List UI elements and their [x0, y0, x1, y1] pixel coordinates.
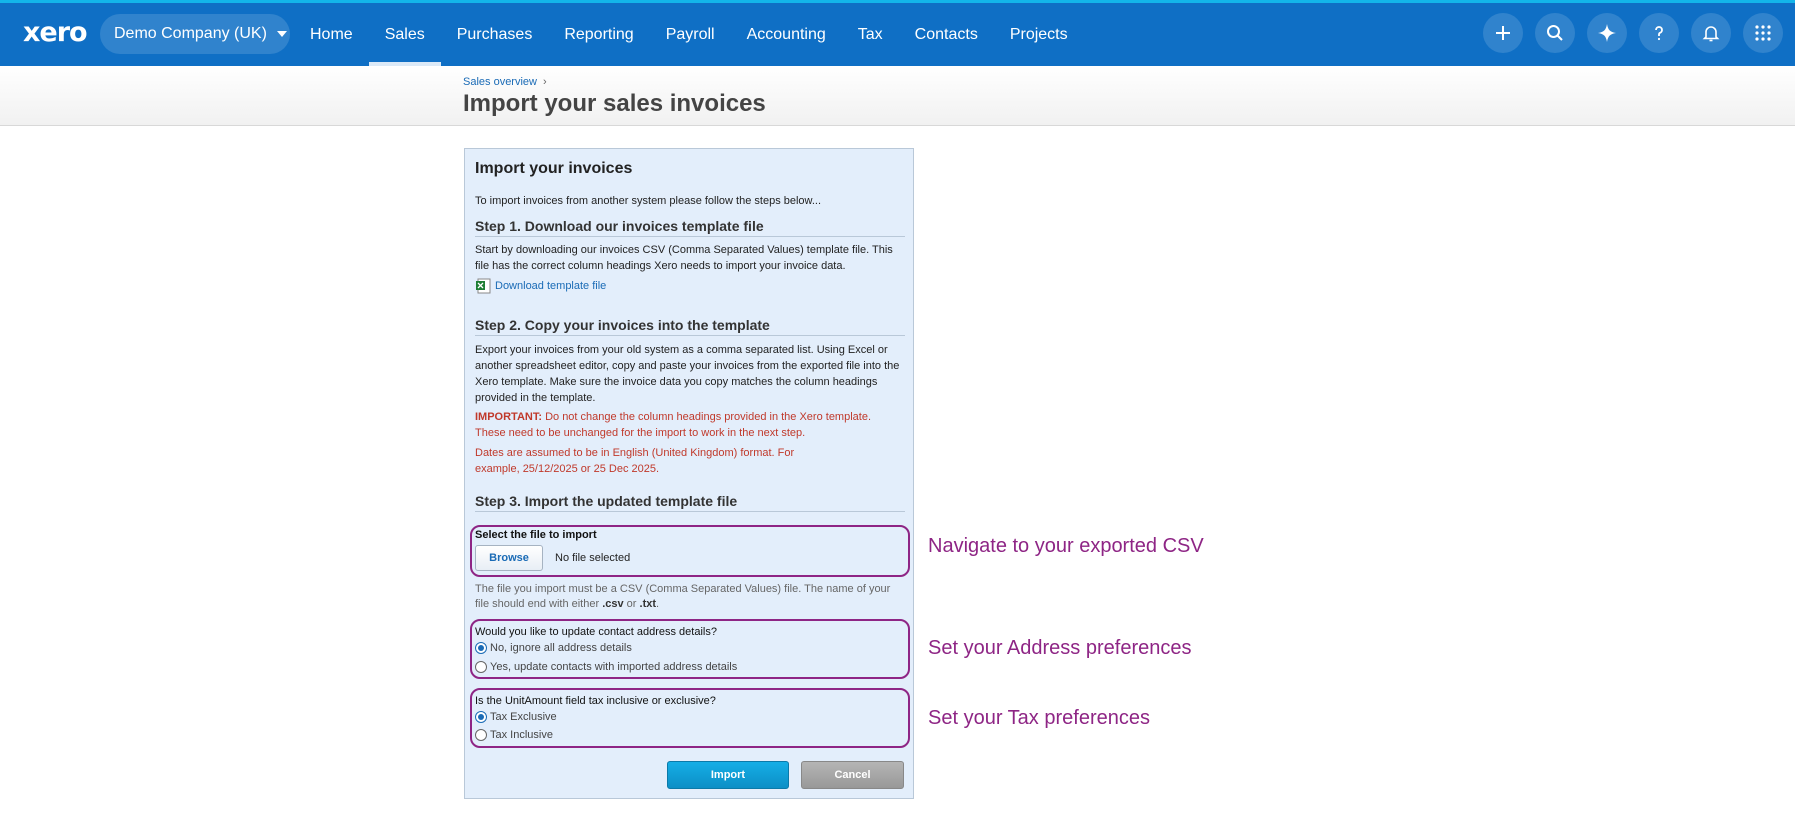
- plus-icon[interactable]: [1483, 13, 1523, 53]
- intro-text: To import invoices from another system please follow the steps below...: [475, 195, 822, 207]
- important-text: Do not change the column headings provided in the Xero template. These need to be unchanged for the import to work in the next step.: [475, 411, 872, 439]
- cancel-button[interactable]: Cancel: [801, 761, 904, 789]
- address-option-no-label: No, ignore all address details: [490, 642, 632, 654]
- help-icon[interactable]: [1639, 13, 1679, 53]
- tax-inclusive-radio[interactable]: [475, 729, 487, 741]
- page-header: [0, 66, 1795, 126]
- organisation-name: Demo Company (UK): [114, 25, 267, 42]
- search-icon[interactable]: [1535, 13, 1575, 53]
- tax-question: Is the UnitAmount field tax inclusive or exclusive?: [475, 695, 716, 707]
- nav-projects[interactable]: Projects: [1009, 26, 1068, 43]
- apps-grid-icon[interactable]: [1743, 13, 1783, 53]
- address-option-yes[interactable]: [475, 661, 737, 673]
- important-note: [475, 409, 900, 441]
- nav-home[interactable]: Home: [310, 26, 353, 43]
- breadcrumb-sales-overview[interactable]: Sales overview: [463, 76, 537, 88]
- organisation-switcher[interactable]: [100, 14, 290, 54]
- import-panel: [464, 148, 914, 799]
- annotation-tax: Set your Tax preferences: [928, 707, 1150, 729]
- chevron-down-icon: [277, 31, 287, 37]
- main-nav: [294, 3, 1084, 66]
- step2-heading: Step 2. Copy your invoices into the template: [475, 317, 905, 336]
- address-question: Would you like to update contact address details?: [475, 626, 717, 638]
- excel-file-icon: [475, 278, 491, 294]
- tax-exclusive-label: Tax Exclusive: [490, 711, 557, 723]
- download-template-label: Download template file: [495, 280, 607, 292]
- nav-purchases[interactable]: Purchases: [456, 26, 533, 43]
- nav-reporting[interactable]: Reporting: [564, 26, 634, 43]
- nav-contacts[interactable]: Contacts: [914, 26, 978, 43]
- download-template-link[interactable]: [475, 278, 606, 294]
- address-option-no-radio[interactable]: [475, 642, 487, 654]
- step3-heading: Step 3. Import the updated template file: [475, 493, 905, 512]
- file-select-label: Select the file to import: [475, 529, 597, 541]
- browse-button[interactable]: Browse: [475, 545, 543, 571]
- hint-end: .: [656, 598, 660, 610]
- toolbar-icons: [1483, 13, 1795, 53]
- tax-option-exclusive[interactable]: [475, 711, 557, 723]
- tax-inclusive-label: Tax Inclusive: [490, 729, 553, 741]
- hint-csv: .csv: [602, 598, 624, 610]
- nav-sales[interactable]: Sales: [369, 3, 441, 66]
- page-title: Import your sales invoices: [463, 90, 766, 117]
- breadcrumb: [463, 76, 547, 88]
- tax-exclusive-radio[interactable]: [475, 711, 487, 723]
- sparkle-icon[interactable]: [1587, 13, 1627, 53]
- address-option-no[interactable]: [475, 642, 632, 654]
- panel-title: Import your invoices: [475, 160, 633, 177]
- annotation-address: Set your Address preferences: [928, 637, 1192, 659]
- annotation-file: Navigate to your exported CSV: [928, 535, 1204, 557]
- bell-icon[interactable]: [1691, 13, 1731, 53]
- import-button[interactable]: Import: [667, 761, 789, 789]
- important-label: IMPORTANT:: [475, 411, 543, 423]
- nav-payroll[interactable]: Payroll: [665, 26, 715, 43]
- address-option-yes-label: Yes, update contacts with imported address details: [490, 661, 738, 673]
- address-option-yes-radio[interactable]: [475, 661, 487, 673]
- step1-heading: Step 1. Download our invoices template file: [475, 218, 905, 237]
- step2-body: Export your invoices from your old system as a comma separated list. Using Excel or another spreadsheet editor, copy and paste your invoices from the exported file into the Xero template. Make sure the invoice data you copy matches the column headings provided in the template.: [475, 344, 900, 404]
- file-hint: [475, 582, 900, 612]
- xero-logo[interactable]: xero: [23, 17, 87, 48]
- nav-accounting[interactable]: Accounting: [746, 26, 826, 43]
- breadcrumb-separator: ›: [542, 76, 547, 88]
- file-hint-text: The file you import must be a CSV (Comma Separated Values) file. The name of your file should end with either: [475, 583, 891, 610]
- file-status: No file selected: [555, 552, 631, 564]
- top-nav-bar: [0, 0, 1795, 66]
- dates-note: Dates are assumed to be in English (United Kingdom) format. For example, 25/12/2025 or 25 Dec 2025.: [475, 447, 795, 475]
- nav-tax[interactable]: Tax: [857, 26, 883, 43]
- hint-txt: .txt: [639, 598, 657, 610]
- step1-body: Start by downloading our invoices CSV (Comma Separated Values) template file. This file has the correct column headings Xero needs to import your invoice data.: [475, 244, 893, 272]
- tax-option-inclusive[interactable]: [475, 729, 553, 741]
- hint-or: or: [623, 598, 640, 610]
